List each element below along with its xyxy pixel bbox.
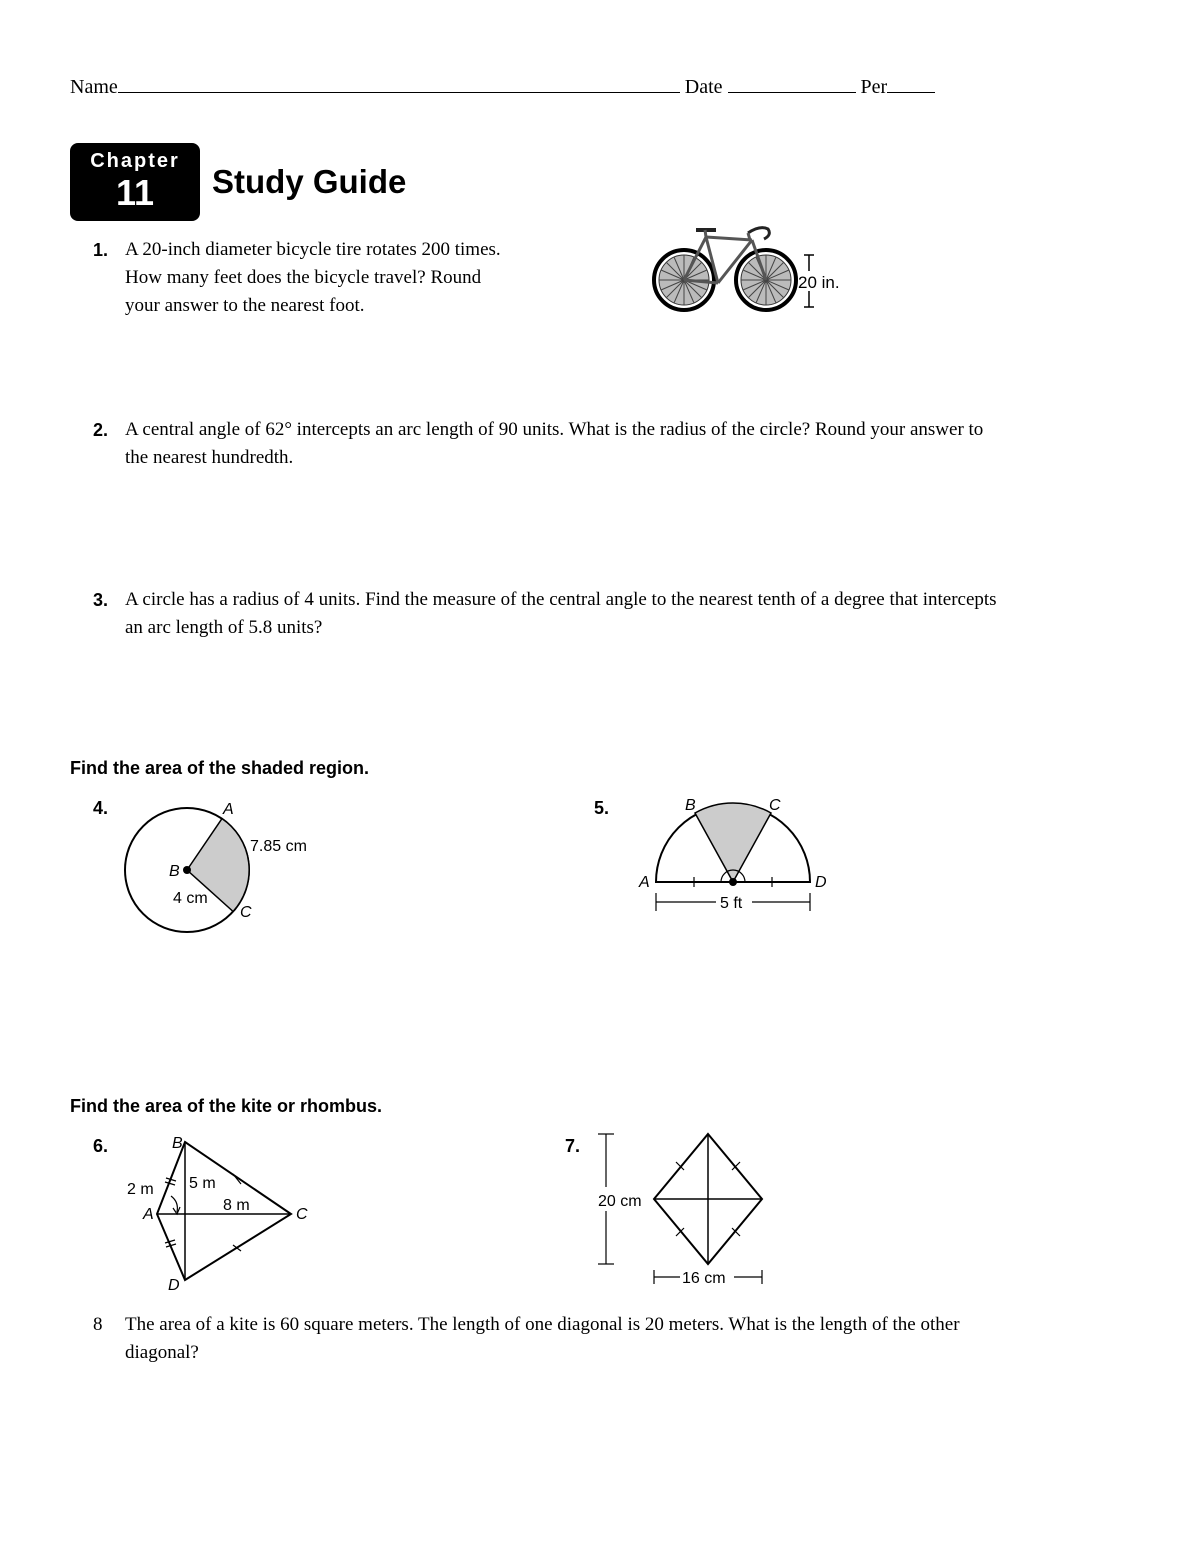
q2-text (125, 416, 1135, 472)
q4-radius-label: 4 cm (173, 890, 208, 907)
q5-label-d: D (815, 874, 827, 891)
chapter-badge (70, 143, 200, 221)
q4-figure (115, 795, 335, 945)
q5-label-c: C (769, 797, 781, 814)
q6-label-d: D (168, 1277, 180, 1294)
q3-text (125, 586, 1135, 642)
q1-line3: your answer to the nearest foot. (125, 295, 365, 316)
q4-arc-label: 7.85 cm (250, 838, 307, 855)
q8-number: 8 (93, 1314, 103, 1335)
q3-line1: A circle has a radius of 4 units. Find the measure of the central angle to the nearest tenth of a degree that intercepts (125, 589, 997, 610)
section-kite-rhombus: Find the area of the kite or rhombus. (70, 1096, 383, 1116)
chapter-number: 11 (115, 172, 155, 213)
date-label: Date (684, 76, 723, 98)
q6-label-8m: 8 m (223, 1197, 250, 1214)
q6-label-c: C (296, 1206, 308, 1223)
q5-label-b: B (685, 797, 696, 814)
q1-line2: How many feet does the bicycle travel? Round (125, 267, 482, 288)
q5-center-point (729, 878, 737, 886)
q5-width-label: 5 ft (720, 895, 743, 912)
q1-line1: A 20-inch diameter bicycle tire rotates 200 times. (125, 239, 501, 260)
q5-number: 5. (594, 798, 610, 818)
q6-label-a: A (143, 1206, 154, 1223)
header-line (70, 72, 935, 99)
q3-line2: an arc length of 5.8 units? (125, 617, 323, 638)
q8-text (125, 1311, 1135, 1367)
q1-text (125, 236, 585, 320)
q6-number: 6. (93, 1136, 109, 1156)
q3-number: 3. (93, 590, 109, 610)
chapter-word: Chapter (90, 150, 180, 172)
q8-line2: diagonal? (125, 1342, 199, 1363)
q4-number: 4. (93, 798, 109, 818)
q2-line1: A central angle of 62° intercepts an arc length of 90 units. What is the radius of the circle? Round your answer to (125, 419, 984, 440)
per-label: Per (860, 76, 888, 98)
q4-label-b: B (169, 863, 180, 880)
bicycle-figure (648, 215, 858, 315)
q6-label-2m: 2 m (127, 1181, 154, 1198)
section-shaded-region: Find the area of the shaded region. (70, 758, 370, 778)
q2-line2: the nearest hundredth. (125, 447, 294, 468)
q5-figure (630, 790, 850, 920)
date-field[interactable] (728, 72, 856, 93)
q2-number: 2. (93, 420, 109, 440)
q6-figure (115, 1130, 325, 1295)
q7-number: 7. (565, 1136, 581, 1156)
page-title: Study Guide (212, 163, 407, 200)
q1-dimension-label: 20 in. (798, 273, 840, 292)
q4-center-point (183, 866, 191, 874)
q1-number: 1. (93, 240, 109, 260)
q4-label-c: C (240, 904, 252, 921)
q7-figure (592, 1125, 782, 1290)
period-field[interactable] (887, 72, 935, 93)
q7-height-label: 20 cm (598, 1193, 642, 1210)
q5-label-a: A (639, 874, 650, 891)
name-field[interactable] (118, 72, 680, 93)
q7-width-label: 16 cm (682, 1270, 726, 1287)
q8-line1: The area of a kite is 60 square meters. The length of one diagonal is 20 meters. What is the length of the other (125, 1314, 960, 1335)
q6-label-5m: 5 m (189, 1175, 216, 1192)
q6-label-b: B (172, 1135, 183, 1152)
name-label: Name (70, 76, 118, 98)
q4-label-a: A (223, 801, 234, 818)
